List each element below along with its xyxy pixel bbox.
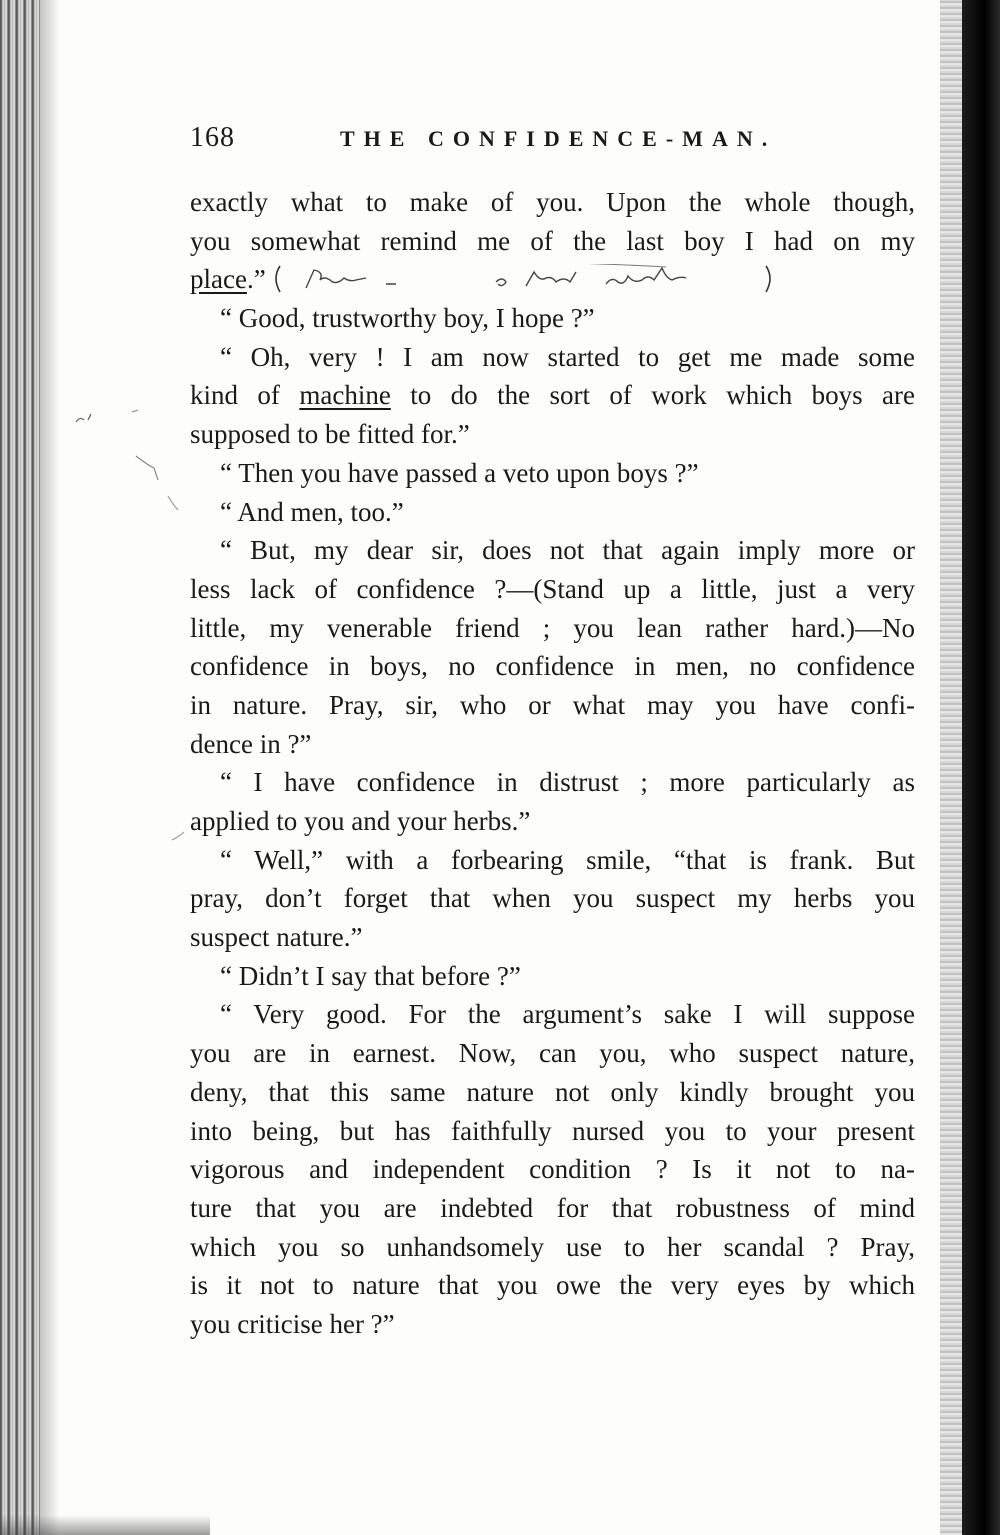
book-cover-edge (962, 0, 1000, 1535)
text-line: “ Good, trustworthy boy, I hope ?” (220, 303, 595, 334)
text-line: you are in earnest. Now, can you, who suspect nature, (190, 1038, 915, 1069)
text-line: you criticise her ?” (190, 1308, 395, 1339)
binding-edge (0, 0, 40, 1535)
text-line: “ I have confidence in distrust ; more particularly as (220, 767, 915, 798)
text-line: place.” (190, 260, 915, 299)
text-line: “ Didn’t I say that before ?” (220, 960, 521, 991)
text-line: pray, don’t forget that when you suspect my herbs you (190, 883, 915, 914)
text-line: “ And men, too.” (220, 496, 404, 527)
text-line: deny, that this same nature not only kindly brought you (190, 1076, 915, 1107)
text-line: in nature. Pray, sir, who or what may you have confi- (190, 689, 915, 720)
text-line: ture that you are indebted for that robustness of mind (190, 1192, 915, 1223)
text-line: is it not to nature that you owe the very eyes by which (190, 1270, 915, 1301)
text-line: which you so unhandsomely use to her scandal ? Pray, (190, 1231, 915, 1262)
text-line: vigorous and independent condition ? Is it not to na- (190, 1154, 915, 1185)
handwritten-annotation (266, 264, 786, 294)
text-line: dence in ?” (190, 728, 312, 759)
text-line: applied to you and your herbs.” (190, 806, 531, 836)
text-line: suspect nature.” (190, 922, 363, 953)
page-bottom-shadow (0, 1515, 210, 1535)
binding-shadow (40, 0, 60, 1535)
underlined-word: machine (299, 380, 391, 411)
text-line: less lack of confidence ?—(Stand up a little, just a very (190, 573, 915, 604)
margin-pencil-marks (60, 400, 190, 880)
page-stack-edge (940, 0, 962, 1535)
text-line: into being, but has faithfully nursed you to your present (190, 1115, 915, 1146)
body-text (190, 183, 915, 1344)
text-line: kind of machine to do the sort of work which boys are (190, 380, 916, 411)
text-line: supposed to be fitted for.” (190, 419, 470, 450)
running-title: THE CONFIDENCE-MAN. (340, 126, 777, 151)
text-line: exactly what to make of you. Upon the whole though, (190, 187, 915, 217)
running-header (190, 122, 910, 162)
text-line: “ Oh, very ! I am now started to get me made some (220, 341, 915, 372)
text-line: you somewhat remind me of the last boy I had on my (190, 225, 915, 256)
text-line: confidence in boys, no confidence in men, no confidence (190, 651, 915, 682)
page-number: 168 (190, 122, 235, 153)
text-line: “ Well,” with a forbearing smile, “that is frank. But (220, 844, 915, 875)
text-line: little, my venerable friend ; you lean rather hard.)—No (190, 612, 915, 643)
text-line: “ Then you have passed a veto upon boys ?” (220, 457, 699, 488)
underlined-word: place (190, 264, 247, 295)
text-line: “ But, my dear sir, does not that again imply more or (220, 535, 915, 566)
text-line: “ Very good. For the argument’s sake I will suppose (220, 999, 915, 1030)
